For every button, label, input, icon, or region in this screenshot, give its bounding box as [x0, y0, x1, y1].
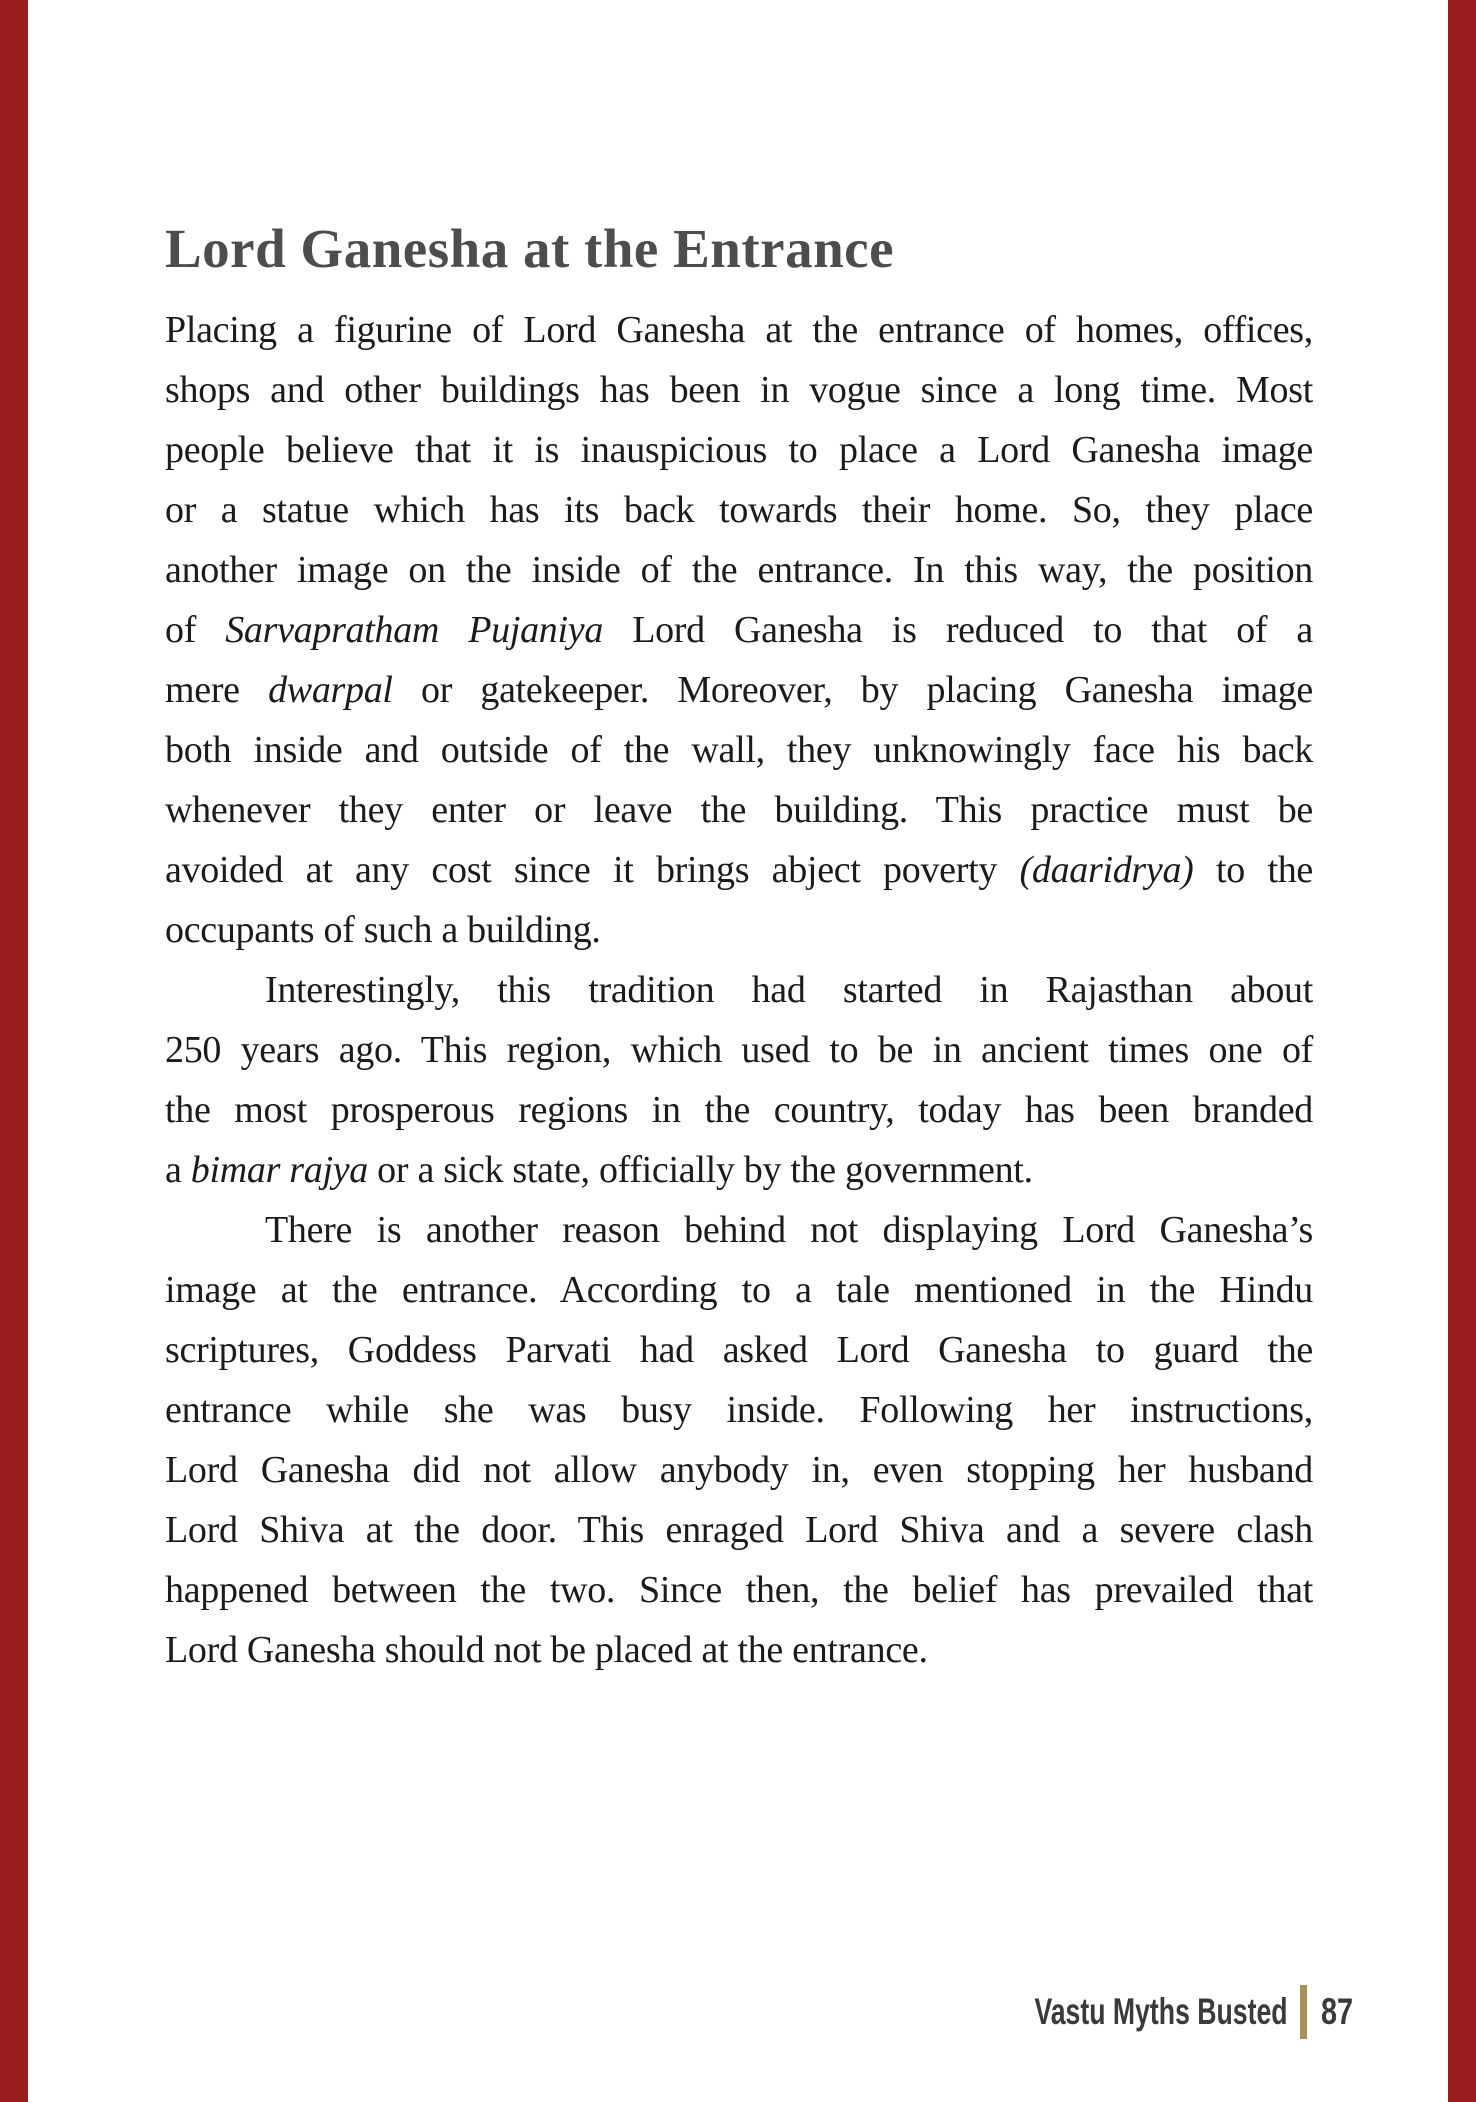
- text-line: [165, 1620, 1313, 1680]
- italic-term: dwarpal: [268, 669, 393, 711]
- text-segment: both inside and outside of the wall, they unknowingly face his back: [165, 729, 1313, 771]
- text-segment: 250 years ago. This region, which used to be in ancient times one of: [165, 1029, 1313, 1071]
- text-segment: mere: [165, 669, 269, 711]
- left-edge-bar: [0, 0, 28, 2102]
- text-segment: Lord Ganesha did not allow anybody in, even stopping her husband: [165, 1449, 1313, 1491]
- text-segment: of: [165, 609, 226, 651]
- text-line: [165, 360, 1313, 420]
- right-edge-bar: [1448, 0, 1476, 2102]
- text-line: [165, 960, 1313, 1020]
- text-line: [165, 1200, 1313, 1260]
- text-segment: scriptures, Goddess Parvati had asked Lord Ganesha to guard the: [165, 1329, 1313, 1371]
- text-segment: Lord Shiva at the door. This enraged Lord Shiva and a severe clash: [165, 1509, 1313, 1551]
- text-segment: There is another reason behind not displaying Lord Ganesha’s: [265, 1209, 1313, 1251]
- text-segment: to the: [1193, 849, 1313, 891]
- text-line: [165, 480, 1313, 540]
- text-line: [165, 600, 1313, 660]
- text-segment: occupants of such a building.: [165, 909, 601, 951]
- italic-term: (daaridrya): [1019, 849, 1194, 891]
- text-line: [165, 1560, 1313, 1620]
- text-line: [165, 1440, 1313, 1500]
- text-line: [165, 840, 1313, 900]
- page-footer: [936, 1984, 1362, 2040]
- text-segment: another image on the inside of the entrance. In this way, the position: [165, 549, 1313, 591]
- text-line: [165, 540, 1313, 600]
- text-segment: Interestingly, this tradition had started in Rajasthan about: [265, 969, 1313, 1011]
- text-line: [165, 1320, 1313, 1380]
- text-line: [165, 720, 1313, 780]
- text-segment: shops and other buildings has been in vogue since a long time. Most: [165, 369, 1313, 411]
- text-segment: image at the entrance. According to a tale mentioned in the Hindu: [165, 1269, 1313, 1311]
- text-segment: entrance while she was busy inside. Following her instructions,: [165, 1389, 1313, 1431]
- text-segment: avoided at any cost since it brings abject poverty: [165, 849, 1020, 891]
- text-line: [165, 420, 1313, 480]
- text-line: [165, 1020, 1313, 1080]
- text-segment: whenever they enter or leave the building. This practice must be: [165, 789, 1313, 831]
- section-heading: Lord Ganesha at the Entrance: [165, 218, 894, 279]
- text-line: [165, 780, 1313, 840]
- text-segment: or a statue which has its back towards their home. So, they place: [165, 489, 1313, 531]
- text-line: [165, 1500, 1313, 1560]
- text-segment: Lord Ganesha should not be placed at the entrance.: [165, 1629, 928, 1671]
- text-segment: Lord Ganesha is reduced to that of a: [603, 609, 1313, 651]
- italic-term: bimar rajya: [190, 1149, 368, 1191]
- text-line: [165, 1380, 1313, 1440]
- footer-divider: [1300, 1985, 1307, 2039]
- italic-term: Sarvapratham Pujaniya: [225, 609, 604, 651]
- text-line: [165, 1260, 1313, 1320]
- text-line: [165, 1080, 1313, 1140]
- text-segment: people believe that it is inauspicious to place a Lord Ganesha image: [165, 429, 1313, 471]
- text-line: [165, 300, 1313, 360]
- text-segment: or gatekeeper. Moreover, by placing Ganesha image: [392, 669, 1313, 711]
- body-text: [165, 300, 1313, 1680]
- book-title: Vastu Myths Busted: [1034, 1991, 1288, 2032]
- text-segment: happened between the two. Since then, the belief has prevailed that: [165, 1569, 1313, 1611]
- page-number: 87: [1320, 1991, 1353, 2032]
- text-line: [165, 660, 1313, 720]
- text-line: [165, 900, 1313, 960]
- text-line: [165, 1140, 1313, 1200]
- text-segment: or a sick state, officially by the government.: [367, 1149, 1033, 1191]
- text-segment: Placing a figurine of Lord Ganesha at the entrance of homes, offices,: [165, 309, 1313, 351]
- text-segment: the most prosperous regions in the country, today has been branded: [165, 1089, 1313, 1131]
- text-segment: a: [165, 1149, 191, 1191]
